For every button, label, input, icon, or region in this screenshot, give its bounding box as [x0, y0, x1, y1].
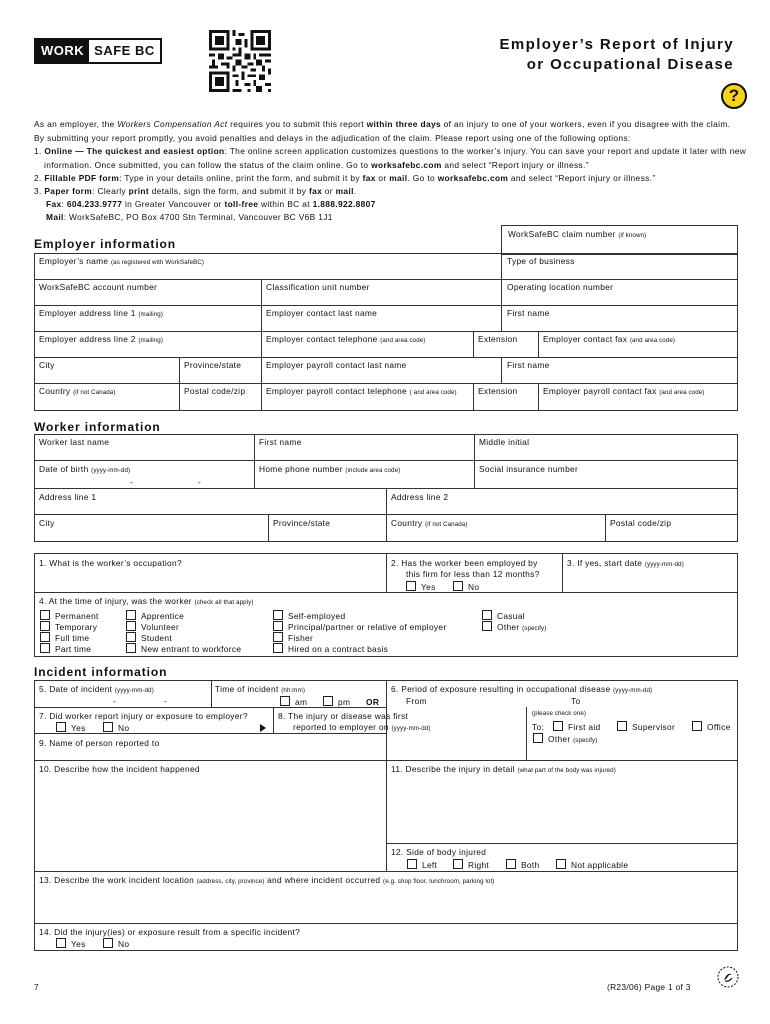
option-text: or [322, 186, 336, 196]
or-label: OR [366, 697, 380, 707]
am-checkbox[interactable] [280, 696, 307, 707]
incident-location-field[interactable] [39, 875, 494, 885]
self-employed-checkbox[interactable] [273, 610, 345, 621]
q14-yes-checkbox[interactable] [56, 938, 86, 949]
intro-text: As an employer, the [34, 119, 118, 129]
q2-no-checkbox[interactable] [453, 581, 479, 592]
q7-yes-checkbox[interactable] [56, 722, 86, 733]
contact-fax-label: Employer contact fax [543, 334, 628, 344]
temporary-checkbox[interactable] [40, 621, 97, 632]
worker-first-name-field[interactable]: First name [259, 437, 302, 447]
no-label: No [118, 939, 130, 949]
worker-section-title: Worker information [34, 420, 161, 434]
pm-label: pm [338, 697, 351, 707]
no-label: No [118, 723, 130, 733]
both-sides-checkbox[interactable] [506, 859, 539, 870]
from-label: From [406, 696, 427, 706]
page-number: Page 1 of 3 [644, 982, 691, 992]
area-code-note: (and area code) [629, 337, 676, 344]
worker-city-field[interactable]: City [39, 518, 55, 528]
date-format-note: (yyyy-mm-dd) [613, 687, 653, 694]
employer-country-field[interactable] [39, 386, 116, 396]
fax-text: in Greater Vancouver or [122, 199, 225, 209]
incident-section-title: Incident information [34, 665, 168, 679]
other-checkbox[interactable] [482, 621, 546, 632]
dob-dash: - [130, 477, 134, 487]
option-number: 2. [34, 173, 45, 183]
other-label: Other [548, 734, 571, 744]
claim-number-label: WorkSafeBC claim number [508, 229, 616, 239]
form-title-line-1: Employer’s Report of Injury [499, 36, 734, 53]
option-label: Temporary [55, 622, 98, 632]
option-mail: mail [389, 173, 408, 183]
specific-incident-label: 14. Did the injury(ies) or exposure result from a specific incident? [39, 927, 301, 937]
footer-page-info [607, 982, 691, 992]
country-label: Country [391, 518, 423, 528]
yes-label: Yes [421, 582, 436, 592]
option-text: . Go to [407, 173, 438, 183]
occupation-field[interactable]: 1. What is the worker’s occupation? [39, 558, 182, 568]
person-reported-to-field[interactable]: 9. Name of person reported to [39, 738, 160, 748]
permanent-checkbox[interactable] [40, 610, 99, 621]
option-label: Student [141, 633, 172, 643]
account-number-field[interactable]: WorkSafeBC account number [39, 282, 158, 292]
option-text: and select “Report injury or illness.” [441, 159, 589, 170]
fax-line [46, 198, 746, 212]
reported-date-field[interactable] [293, 722, 430, 732]
side-of-body-label: 12. Side of body injured [391, 847, 487, 857]
worksafebc-logo [34, 38, 162, 64]
option-text: and select “Report injury or illness.” [508, 173, 656, 183]
recycled-paper-icon [717, 966, 739, 988]
specify-note: (specify) [522, 625, 547, 632]
incident-location-label-2: and where incident occurred [264, 875, 381, 885]
form-code: (R23/06) [607, 982, 642, 992]
payroll-telephone-field[interactable] [266, 386, 457, 396]
fisher-checkbox[interactable] [273, 632, 313, 643]
deadline-text: within three days [366, 119, 441, 129]
start-date-field[interactable] [567, 558, 684, 568]
payroll-telephone-label: Employer payroll contact telephone [266, 386, 408, 396]
option-print: print [128, 186, 149, 196]
specify-note: (specify) [573, 737, 598, 744]
employer-address-1-field[interactable] [39, 308, 163, 318]
arrow-right-icon [260, 724, 266, 732]
q14-no-checkbox[interactable] [103, 938, 129, 949]
area-code-note: (and area code) [380, 337, 426, 344]
first-aid-checkbox[interactable] [553, 721, 600, 732]
fax-text: : [61, 199, 67, 209]
incident-time-label: Time of incident [215, 684, 279, 694]
employer-address-1-label: Employer address line 1 [39, 308, 136, 318]
date-format-note: (yyyy-mm-dd) [391, 725, 431, 732]
injury-detail-label: 11. Describe the injury in detail [391, 764, 515, 774]
date-format-note: (yyyy-mm-dd) [644, 561, 684, 568]
dob-dash: - [198, 477, 202, 487]
employer-address-2-label: Employer address line 2 [39, 334, 136, 344]
payroll-fax-label: Employer payroll contact fax [543, 386, 657, 396]
employer-city-field[interactable]: City [39, 360, 55, 370]
casual-checkbox[interactable] [482, 610, 525, 621]
area-code-note: ( and area code) [409, 389, 457, 396]
option-label: Full time [55, 633, 90, 643]
option-label: Casual [497, 611, 525, 621]
fax-tollfree: toll-free [224, 199, 259, 209]
q7-label: 7. Did worker report injury or exposure to employer? [39, 711, 248, 721]
mail-line [46, 211, 746, 225]
option-label: Volunteer [141, 622, 180, 632]
intro-text: of an injury to one of your workers, even if you disagree with the claim. By submitting your report promptly, you avoid penalties and delays in the adjudication of the claim. Please report using one of the following options: [34, 119, 731, 143]
q4-note: (check all that apply) [194, 599, 254, 606]
mailing-note: (mailing) [138, 311, 164, 318]
q2-line-2: this firm for less than 12 months? [406, 569, 540, 579]
option-fillable-pdf [34, 172, 734, 186]
mailing-note: (mailing) [138, 337, 164, 344]
worker-middle-initial-field[interactable]: Middle initial [479, 437, 530, 447]
option-text: details, sign the form, and submit it by [149, 186, 309, 196]
q7-no-checkbox[interactable] [103, 722, 129, 733]
option-text: : Type in your details online, print the form, and submit it by [119, 173, 363, 183]
worksafebc-link[interactable]: worksafebc.com [371, 159, 442, 170]
incident-location-label: 13. Describe the work incident location [39, 875, 195, 885]
act-name: Workers Compensation Act [117, 119, 228, 129]
option-label: Principal/partner or relative of employer [288, 622, 447, 632]
contact-fax-field[interactable] [543, 334, 675, 344]
fax-label: Fax [46, 199, 62, 209]
option-label: Other [497, 622, 520, 632]
left-side-checkbox[interactable] [407, 859, 437, 870]
contract-basis-checkbox[interactable] [273, 643, 388, 654]
contact-telephone-field[interactable] [266, 334, 425, 344]
date-format-note: (yyyy-mm-dd) [114, 687, 154, 694]
country-note: (if not Canada) [73, 389, 116, 396]
mail-label: Mail [46, 212, 64, 222]
am-label: am [295, 697, 308, 707]
operating-location-field[interactable]: Operating location number [507, 282, 614, 292]
option-label: Fisher [288, 633, 314, 643]
sin-field[interactable]: Social insurance number [479, 464, 579, 474]
business-type-field[interactable]: Type of business [507, 256, 575, 266]
option-label: Self-employed [288, 611, 346, 621]
option-title: Fillable PDF form [44, 173, 120, 183]
volunteer-checkbox[interactable] [126, 621, 179, 632]
exposure-period-label: 6. Period of exposure resulting in occupational disease [391, 684, 611, 694]
home-phone-note: (include area code) [345, 467, 401, 474]
reported-date-label: reported to employer on [293, 722, 389, 732]
claim-number-field[interactable] [501, 225, 738, 255]
not-applicable-label: Not applicable [571, 860, 629, 870]
to-colon-label: To: [532, 722, 545, 732]
employer-name-note: (as registered with WorkSafeBC) [111, 259, 205, 266]
date-dash: - [164, 696, 168, 706]
option-online [34, 145, 749, 172]
contact-extension-field[interactable]: Extension [478, 334, 518, 344]
time-format-note: (hh:mm) [281, 687, 305, 694]
pm-checkbox[interactable] [323, 696, 350, 707]
fax-number-local: 604.233.9777 [66, 199, 123, 209]
option-label: Part time [55, 644, 92, 654]
option-label: Apprentice [141, 611, 185, 621]
contact-last-name-field[interactable]: Employer contact last name [266, 308, 378, 318]
fax-number-tollfree: 1.888.922.8807 [312, 199, 376, 209]
worker-address-1-field[interactable]: Address line 1 [39, 492, 97, 502]
no-label: No [468, 582, 480, 592]
supervisor-checkbox[interactable] [617, 721, 675, 732]
dob-note: (yyyy-mm-dd) [91, 467, 131, 474]
option-title: Online — The quickest and easiest option [44, 146, 225, 156]
date-dash: - [113, 696, 117, 706]
full-time-checkbox[interactable] [40, 632, 89, 643]
payroll-extension-field[interactable]: Extension [478, 386, 518, 396]
option-mail: mail [335, 186, 354, 196]
intro-paragraph [34, 118, 734, 145]
place-example-note: (e.g. shop floor, lunchroom, parking lot) [383, 878, 495, 885]
page-marker: 7 [34, 982, 39, 992]
office-label: Office [707, 722, 731, 732]
logo-part-1: WORK [36, 40, 89, 62]
first-aid-label: First aid [568, 722, 601, 732]
part-time-checkbox[interactable] [40, 643, 91, 654]
payroll-first-name-field[interactable]: First name [507, 360, 550, 370]
yes-label: Yes [71, 939, 86, 949]
option-text: : Clearly [92, 186, 129, 196]
apprentice-checkbox[interactable] [126, 610, 184, 621]
worker-postal-field[interactable]: Postal code/zip [610, 518, 672, 528]
incident-description-field[interactable]: 10. Describe how the incident happened [39, 764, 200, 774]
worker-province-field[interactable]: Province/state [273, 518, 331, 528]
employer-address-2-field[interactable] [39, 334, 163, 344]
option-number: 1. [34, 146, 45, 156]
option-title: Paper form [44, 186, 93, 196]
incident-date-field[interactable] [39, 684, 154, 694]
left-label: Left [422, 860, 438, 870]
worker-address-2-field[interactable]: Address line 2 [391, 492, 449, 502]
country-note: (if not Canada) [425, 521, 468, 528]
payroll-fax-field[interactable] [543, 386, 704, 396]
employer-name-label: Employer’s name [39, 256, 109, 266]
q4-text: 4. At the time of injury, was the worker [39, 596, 192, 606]
employer-section-title: Employer information [34, 237, 177, 251]
worker-last-name-field[interactable]: Worker last name [39, 437, 110, 447]
student-checkbox[interactable] [126, 632, 172, 643]
start-date-label: 3. If yes, start date [567, 558, 643, 568]
employer-province-field[interactable]: Province/state [184, 360, 242, 370]
both-label: Both [521, 860, 540, 870]
employer-postal-field[interactable]: Postal code/zip [184, 386, 246, 396]
option-label: New entrant to workforce [141, 644, 242, 654]
classification-unit-field[interactable]: Classification unit number [266, 282, 370, 292]
option-fax: fax [308, 186, 323, 196]
home-phone-field[interactable] [259, 464, 400, 474]
option-text: . [353, 186, 357, 196]
to-label: To [571, 696, 581, 706]
incident-time-field[interactable] [215, 684, 305, 694]
option-label: Hired on a contract basis [288, 644, 389, 654]
supervisor-label: Supervisor [632, 722, 676, 732]
form-title-line-2: or Occupational Disease [526, 56, 734, 73]
logo-part-2: SAFE BC [94, 43, 155, 58]
dob-label: Date of birth [39, 464, 89, 474]
payroll-last-name-field[interactable]: Employer payroll contact last name [266, 360, 407, 370]
incident-date-label: 5. Date of incident [39, 684, 113, 694]
yes-label: Yes [71, 723, 86, 733]
option-label: Permanent [55, 611, 99, 621]
not-applicable-checkbox[interactable] [556, 859, 628, 870]
option-text: or [375, 173, 390, 183]
office-checkbox[interactable] [692, 721, 731, 732]
address-note: (address, city, province) [196, 878, 265, 885]
right-side-checkbox[interactable] [453, 859, 489, 870]
worker-country-field[interactable] [391, 518, 468, 528]
exposure-period-field[interactable] [391, 684, 652, 694]
claim-number-note: (if known) [618, 232, 647, 239]
injury-detail-field[interactable] [391, 764, 616, 774]
option-number: 3. [34, 186, 45, 196]
principal-partner-checkbox[interactable] [273, 621, 446, 632]
check-one-note: (please check one) [532, 710, 587, 717]
q8-line-1: 8. The injury or disease was first [278, 711, 409, 721]
new-entrant-checkbox[interactable] [126, 643, 241, 654]
worker-dob-field[interactable] [39, 464, 130, 474]
body-part-note: (what part of the body was injured) [517, 767, 616, 774]
q4-label [39, 596, 253, 606]
area-code-note: (and area code) [659, 389, 705, 396]
reported-other-checkbox[interactable] [533, 733, 597, 744]
option-paper-form [34, 185, 734, 199]
intro-text: requires you to submit this report [227, 119, 367, 129]
option-text: : The online screen application customizes questions to the worker’s injury. You can save your report and update it later with new information. Once submitted, you can follow the status of the claim online. Go to [44, 146, 747, 170]
contact-telephone-label: Employer contact telephone [266, 334, 378, 344]
q2-line-1: 2. Has the worker been employed by [391, 558, 538, 568]
help-icon[interactable]: ? [721, 83, 747, 109]
fax-text: within BC at [258, 199, 313, 209]
option-fax: fax [362, 173, 376, 183]
home-phone-label: Home phone number [259, 464, 343, 474]
right-label: Right [468, 860, 490, 870]
qr-code-icon [209, 30, 271, 92]
q2-yes-checkbox[interactable] [406, 581, 436, 592]
country-label: Country [39, 386, 71, 396]
employer-name-field[interactable] [39, 256, 204, 266]
contact-first-name-field[interactable]: First name [507, 308, 550, 318]
mail-address: : WorkSafeBC, PO Box 4700 Stn Terminal, Vancouver BC V6B 1J1 [63, 212, 333, 222]
worksafebc-link[interactable]: worksafebc.com [437, 173, 509, 183]
